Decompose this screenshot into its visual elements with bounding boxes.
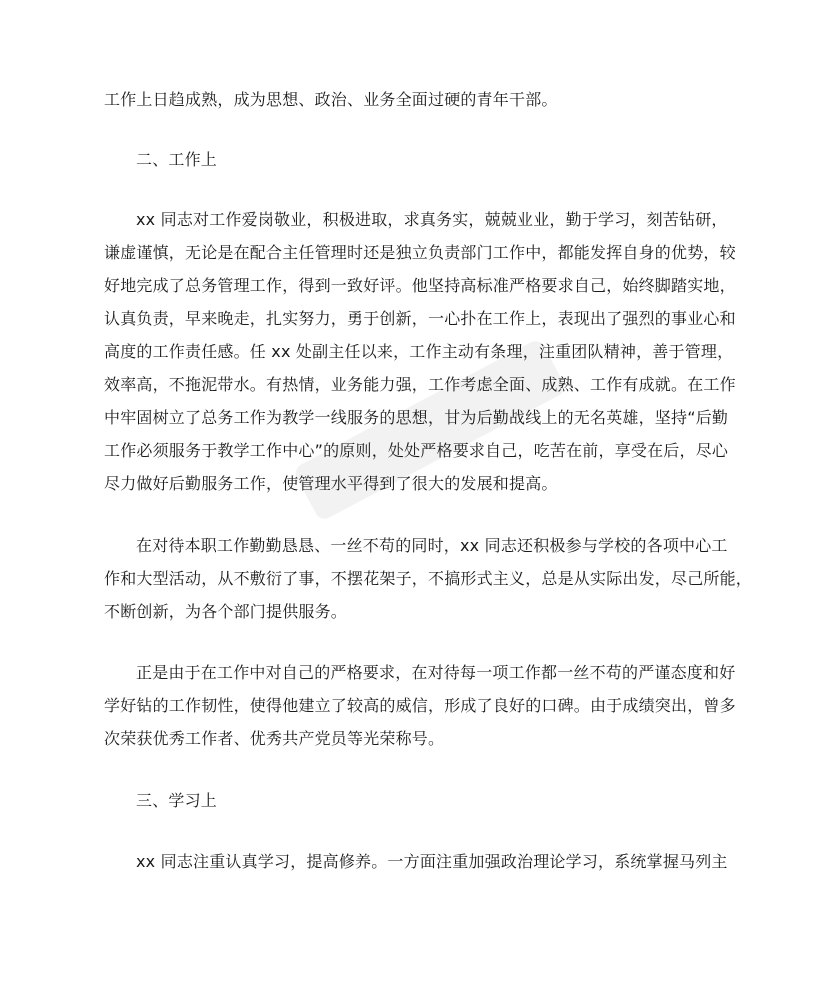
paragraph-line: 效率高，不拖泥带水。有热情，业务能力强，工作考虑全面、成熟、工作有成就。在工作 <box>104 375 736 394</box>
paragraph-line: xx 同志注重认真学习，提高修养。一方面注重加强政治理论学习，系统掌握马列主 <box>136 852 728 871</box>
paragraph-line: 认真负责，早来晚走，扎实努力，勇于创新，一心扑在工作上，表现出了强烈的事业心和 <box>104 309 736 328</box>
paragraph-line: 不断创新，为各个部门提供服务。 <box>104 602 348 621</box>
paragraph-line: 工作上日趋成熟，成为思想、政治、业务全面过硬的青年干部。 <box>104 90 558 109</box>
paragraph-line: xx 同志对工作爱岗敬业，积极进取，求真务实，兢兢业业，勤于学习，刻苦钻研， <box>136 210 728 229</box>
paragraph-line: 谦虚谨慎，无论是在配合主任管理时还是独立负责部门工作中，都能发挥自身的优势，较 <box>104 243 736 262</box>
section-heading-study: 三、学习上 <box>136 791 218 810</box>
paragraph-line: 中牢固树立了总务工作为教学一线服务的思想，甘为后勤战线上的无名英雄，坚持“后勤 <box>104 408 729 427</box>
paragraph-line: 学好钻的工作韧性，使得他建立了较高的威信，形成了良好的口碑。由于成绩突出，曾多 <box>104 696 736 715</box>
section-heading-work: 二、工作上 <box>136 150 218 169</box>
paragraph-line: 次荣获优秀工作者、优秀共产党员等光荣称号。 <box>104 729 445 748</box>
paragraph-line: 高度的工作责任感。任 xx 处副主任以来，工作主动有条理，注重团队精神，善于管理， <box>104 342 734 361</box>
paragraph-line: 尽力做好后勤服务工作，使管理水平得到了很大的发展和提高。 <box>104 474 558 493</box>
paragraph-line: 正是由于在工作中对自己的严格要求，在对待每一项工作都一丝不苟的严谨态度和好 <box>136 663 736 682</box>
paragraph-line: 好地完成了总务管理工作，得到一致好评。他坚持高标准严格要求自己，始终脚踏实地， <box>104 276 736 295</box>
paragraph-line: 在对待本职工作勤勤恳恳、一丝不苟的同时，xx 同志还积极参与学校的各项中心工 <box>136 536 728 555</box>
paragraph-line: 作和大型活动，从不敷衍了事，不摆花架子，不搞形式主义，总是从实际出发，尽己所能， <box>104 569 753 588</box>
paragraph-line: 工作必须服务于教学工作中心”的原则，处处严格要求自己，吃苦在前，享受在后，尽心 <box>104 441 729 460</box>
